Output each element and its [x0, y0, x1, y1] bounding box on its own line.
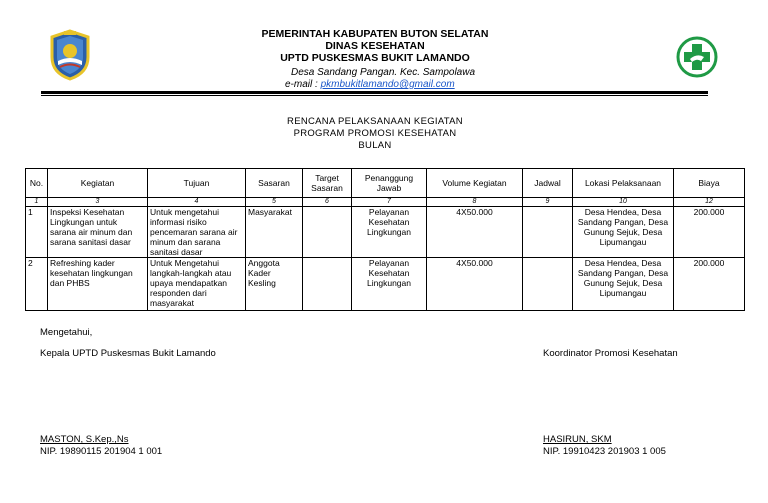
cell-tujuan: Untuk mengetahui informasi risiko pencemaran sarana air minum dan sarana sanitasi dasar	[148, 207, 246, 258]
col-header: Lokasi Pelaksanaan	[573, 169, 674, 198]
cell-sasaran: Anggota Kader Kesling	[246, 258, 303, 311]
col-number: 12	[674, 198, 745, 207]
cell-lokasi: Desa Hendea, Desa Sandang Pangan, Desa Gunung Sejuk, Desa Lipumangau	[573, 258, 674, 311]
cell-volume: 4X50.000	[427, 207, 523, 258]
header-government: PEMERINTAH KABUPATEN BUTON SELATAN	[261, 28, 489, 40]
col-header: Kegiatan	[48, 169, 148, 198]
regency-crest-logo	[48, 29, 92, 81]
col-number: 7	[352, 198, 427, 207]
cell-penanggung-jawab: Pelayanan Kesehatan Lingkungan	[352, 207, 427, 258]
header-email-line	[285, 79, 455, 91]
column-number-row	[26, 198, 745, 207]
cell-biaya: 200.000	[674, 207, 745, 258]
green-cross-health-logo	[676, 36, 718, 78]
col-number: 3	[48, 198, 148, 207]
col-header: Target Sasaran	[303, 169, 352, 198]
cell-lokasi: Desa Hendea, Desa Sandang Pangan, Desa Gunung Sejuk, Desa Lipumangau	[573, 207, 674, 258]
header-rule-thin	[41, 95, 708, 96]
col-header: Biaya	[674, 169, 745, 198]
col-number: 4	[148, 198, 246, 207]
col-number: 10	[573, 198, 674, 207]
table-row	[26, 258, 745, 311]
right-signatory-title: Koordinator Promosi Kesehatan	[543, 348, 678, 359]
col-header: Tujuan	[148, 169, 246, 198]
col-number: 6	[303, 198, 352, 207]
col-header: No.	[26, 169, 48, 198]
col-number: 9	[523, 198, 573, 207]
table-header-row	[26, 169, 745, 198]
cell-no: 1	[26, 207, 48, 258]
header-department: DINAS KESEHATAN	[325, 40, 425, 52]
col-header: Sasaran	[246, 169, 303, 198]
left-signatory-nip: NIP. 19890115 201904 1 001	[40, 446, 163, 457]
col-number: 5	[246, 198, 303, 207]
email-label: e-mail :	[285, 79, 321, 90]
table-row	[26, 207, 745, 258]
cell-target	[303, 258, 352, 311]
cell-penanggung-jawab: Pelayanan Kesehatan Lingkungan	[352, 258, 427, 311]
acknowledged-label: Mengetahui,	[40, 327, 93, 338]
doc-title-3: BULAN	[358, 140, 392, 151]
col-number: 1	[26, 198, 48, 207]
header-address: Desa Sandang Pangan. Kec. Sampolawa	[291, 67, 476, 78]
left-signatory-title: Kepala UPTD Puskesmas Bukit Lamando	[40, 348, 216, 359]
activity-table	[25, 168, 745, 311]
col-header: Volume Kegiatan	[427, 169, 523, 198]
right-signatory-nip: NIP. 19910423 201903 1 005	[543, 446, 666, 457]
cell-jadwal	[523, 258, 573, 311]
doc-title-2: PROGRAM PROMOSI KESEHATAN	[293, 128, 457, 139]
right-signatory-name: HASIRUN, SKM	[543, 434, 612, 445]
left-signatory-name: MASTON, S.Kep.,Ns	[40, 434, 129, 445]
cell-kegiatan: Refreshing kader kesehatan lingkungan dan PHBS	[48, 258, 148, 311]
col-header: Jadwal	[523, 169, 573, 198]
col-number: 8	[427, 198, 523, 207]
doc-title-1: RENCANA PELAKSANAAN KEGIATAN	[287, 116, 463, 127]
cell-sasaran: Masyarakat	[246, 207, 303, 258]
cell-volume: 4X50.000	[427, 258, 523, 311]
col-header: Penanggung Jawab	[352, 169, 427, 198]
cell-biaya: 200.000	[674, 258, 745, 311]
cell-tujuan: Untuk Mengetahui langkah-langkah atau upaya mendapatkan responden dari masyarakat	[148, 258, 246, 311]
cell-target	[303, 207, 352, 258]
email-link[interactable]: pkmbukitlamando@gmail.com	[320, 79, 455, 90]
header-unit: UPTD PUSKESMAS BUKIT LAMANDO	[280, 52, 470, 64]
header-rule-thick	[41, 91, 708, 94]
cell-kegiatan: Inspeksi Kesehatan Lingkungan untuk sarana air minum dan sarana sanitasi dasar	[48, 207, 148, 258]
cell-no: 2	[26, 258, 48, 311]
cell-jadwal	[523, 207, 573, 258]
